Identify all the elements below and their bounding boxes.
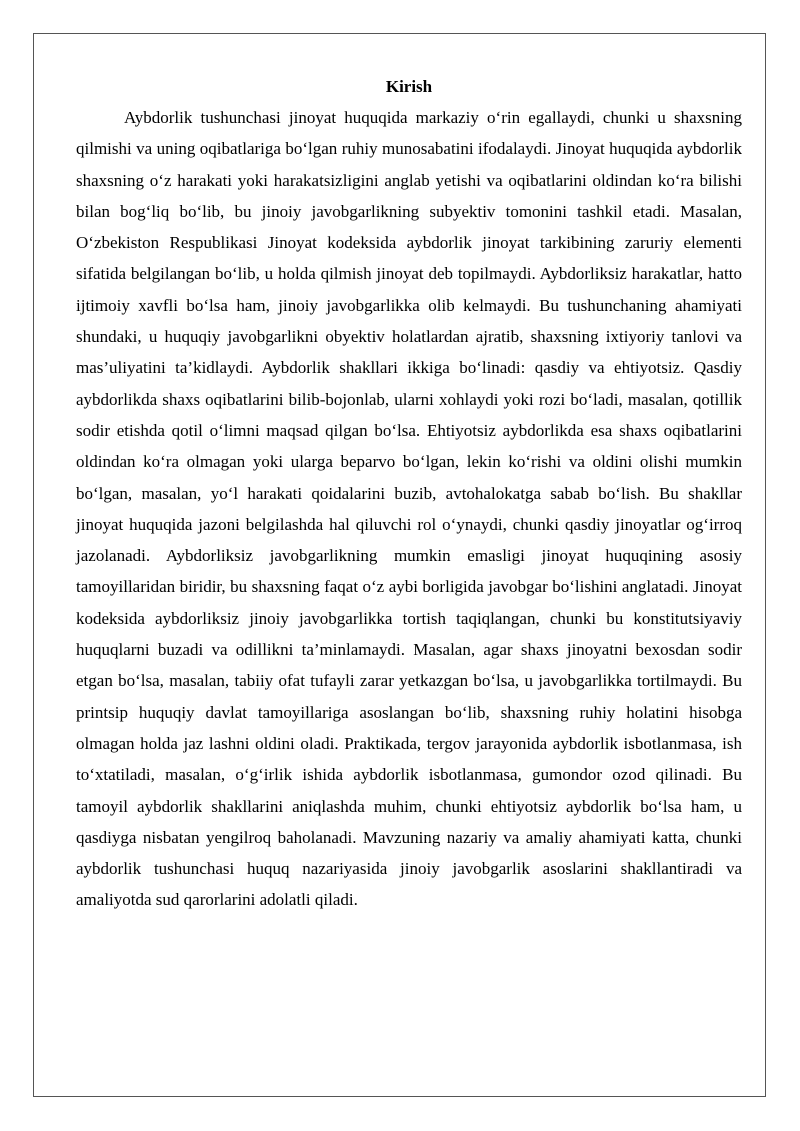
document-body	[76, 72, 742, 916]
body-paragraph: Aybdorlik tushunchasi jinoyat huquqida markaziy o‘rin egallaydi, chunki u shaxsning qilmishi va uning oqibatlariga bo‘lgan ruhiy munosabatini ifodalaydi. Jinoyat huquqida aybdorlik shaxsning o‘z harakati yoki harakatsizligini anglab yetishi va oqibatlarini oldindan ko‘ra bilishi bilan bog‘liq bo‘lib, bu jinoiy javobgarlikning subyektiv tomonini tashkil etadi. Masalan, O‘zbekiston Respublikasi Jinoyat kodeksida aybdorlik jinoyat tarkibining zaruriy elementi sifatida belgilangan bo‘lib, u holda qilmish jinoyat deb topilmaydi. Aybdorliksiz harakatlar, hatto ijtimoiy xavfli bo‘lsa ham, jinoiy javobgarlikka olib kelmaydi. Bu tushunchaning ahamiyati shundaki, u huquqiy javobgarlikni obyektiv holatlardan ajratib, shaxsning ixtiyoriy tanlovi va mas’uliyatini ta’kidlaydi. Aybdorlik shakllari ikkiga bo‘linadi: qasdiy va ehtiyotsiz. Qasdiy aybdorlikda shaxs oqibatlarini bilib-bojonlab, ularni xohlaydi yoki rozi bo‘ladi, masalan, qotillik sodir etishda qotil o‘limni maqsad qilgan bo‘lsa. Ehtiyotsiz aybdorlikda esa shaxs oqibatlarini oldindan ko‘ra olmagan yoki ularga beparvo bo‘lgan, lekin ko‘rishi va oldini olishi mumkin bo‘lgan, masalan, yo‘l harakati qoidalarini buzib, avtohalokatga sabab bo‘lish. Bu shakllar jinoyat huquqida jazoni belgilashda hal qiluvchi rol o‘ynaydi, chunki qasdiy jinoyatlar og‘irroq jazolanadi. Aybdorliksiz javobgarlikning mumkin emasligi jinoyat huquqining asosiy tamoyillaridan biridir, bu shaxsning faqat o‘z aybi borligida javobgar bo‘lishini anglatadi. Jinoyat kodeksida aybdorliksiz jinoiy javobgarlikka tortish taqiqlangan, chunki bu konstitutsiyaviy huquqlarni buzadi va odillikni ta’minlamaydi. Masalan, agar shaxs jinoyatni bexosdan sodir etgan bo‘lsa, masalan, tabiiy ofat tufayli zarar yetkazgan bo‘lsa, u javobgarlikka tortilmaydi. Bu printsip huquqiy davlat tamoyillariga asoslangan bo‘lib, shaxsning ruhiy holatini hisobga olmagan holda jaz lashni oldini oladi. Praktikada, tergov jarayonida aybdorlik isbotlanmasa, ish to‘xtatiladi, masalan, o‘g‘irlik ishida aybdorlik isbotlanmasa, gumondor ozod qilinadi. Bu tamoyil aybdorlik shakllarini aniqlashda muhim, chunki ehtiyotsiz aybdorlik bo‘lsa ham, u qasdiyga nisbatan yengilroq baholanadi. Mavzuning nazariy va amaliy ahamiyati katta, chunki aybdorlik tushunchasi huquq nazariyasida jinoiy javobgarlik asoslarini shakllantiradi va amaliyotda sud qarorlarini adolatli qiladi.	[76, 108, 742, 910]
section-title: Kirish	[385, 77, 433, 96]
